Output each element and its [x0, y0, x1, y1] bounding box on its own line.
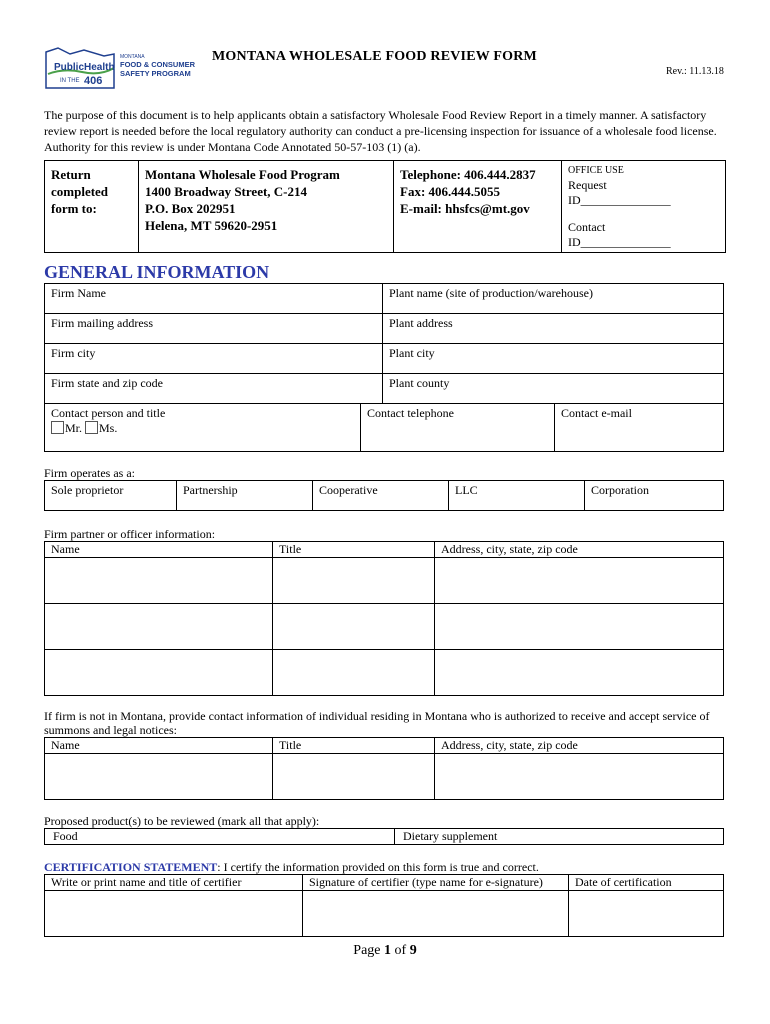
food-option[interactable]	[45, 829, 395, 845]
firm-mailing-label: Firm mailing address	[51, 316, 153, 330]
partner-address-header	[435, 542, 724, 558]
request-id-field[interactable]: ID_______________	[568, 193, 671, 207]
montana-state-icon	[44, 44, 204, 92]
agent-title-cell[interactable]	[273, 754, 435, 800]
office-use-cell	[562, 161, 726, 253]
page-total: 9	[409, 943, 417, 958]
contact-email-field[interactable]	[555, 404, 724, 452]
general-info-table	[44, 283, 724, 404]
firm-city-field[interactable]	[45, 344, 383, 374]
program-telephone: Telephone: 406.444.2837	[400, 167, 536, 182]
certification-date-cell[interactable]	[569, 891, 724, 937]
contact-telephone-field[interactable]	[361, 404, 555, 452]
page-current: 1	[384, 943, 392, 958]
page-number	[0, 943, 770, 959]
mr-label: Mr.	[65, 421, 83, 435]
address-line-3: P.O. Box 202951	[145, 201, 236, 216]
sole-proprietor-option[interactable]	[45, 481, 177, 511]
firm-mailing-field[interactable]	[45, 314, 383, 344]
plant-county-field[interactable]	[383, 374, 724, 404]
plant-address-label: Plant address	[389, 316, 453, 330]
agent-name-cell[interactable]	[45, 754, 273, 800]
ms-label: Ms.	[99, 421, 118, 435]
office-use-label: OFFICE USE	[568, 165, 624, 176]
products-label: Proposed product(s) to be reviewed (mark all that apply):	[44, 814, 320, 828]
contact-id-label: Contact	[568, 220, 606, 234]
return-address-cell	[139, 161, 394, 253]
partner-title-header	[273, 542, 435, 558]
col-label: Title	[279, 542, 302, 556]
col-label: Name	[51, 542, 80, 556]
certifier-signature-cell[interactable]	[303, 891, 569, 937]
agent-address-cell[interactable]	[435, 754, 724, 800]
return-label-cell	[45, 161, 139, 253]
certification-text: : I certify the information provided on this form is true and correct.	[217, 860, 539, 874]
certification-heading: CERTIFICATION STATEMENT	[44, 860, 218, 874]
partner-name-cell[interactable]	[45, 650, 273, 696]
option-label: Partnership	[183, 483, 238, 497]
dietary-label: Dietary supplement	[403, 829, 498, 843]
certifier-name-cell[interactable]	[45, 891, 303, 937]
agent-instructions: If firm is not in Montana, provide contact information of individual residing in Montana who is authorized to receive and accept service of summons and legal notices:	[44, 709, 710, 737]
firm-name-field[interactable]	[45, 284, 383, 314]
plant-name-label: Plant name (site of production/warehouse)	[389, 286, 593, 300]
firm-operates-label: Firm operates as a:	[44, 466, 135, 480]
partner-title-cell[interactable]	[273, 604, 435, 650]
return-label-3: form to:	[51, 201, 97, 216]
plant-name-field[interactable]	[383, 284, 724, 314]
return-info-table	[44, 160, 726, 253]
partner-officer-label: Firm partner or officer information:	[44, 527, 216, 541]
ms-checkbox[interactable]	[85, 421, 98, 434]
partner-officer-table	[44, 541, 724, 696]
option-label: Corporation	[591, 483, 649, 497]
col-label: Write or print name and title of certifier	[51, 875, 242, 889]
firm-city-label: Firm city	[51, 346, 96, 360]
logo-line3: 406	[84, 75, 103, 87]
certification-table	[44, 874, 724, 937]
agent-address-header	[435, 738, 724, 754]
firm-name-label: Firm Name	[51, 286, 106, 300]
partner-title-cell[interactable]	[273, 650, 435, 696]
address-line-4: Helena, MT 59620-2951	[145, 218, 278, 233]
agent-table	[44, 737, 724, 800]
return-label-1: Return	[51, 167, 91, 182]
contact-email-label: Contact e-mail	[561, 406, 632, 420]
purpose-paragraph: The purpose of this document is to help applicants obtain a satisfactory Wholesale Food Review Report in a timely manner. A satisfactory review report is needed before the local regulatory authority can conduct a pre-licensing inspection for issuance of a wholesale food license. Authority for this review is under Montana Code Annotated 50-57-103 (1) (a).	[44, 108, 717, 154]
partner-name-header	[45, 542, 273, 558]
certifier-name-header	[45, 875, 303, 891]
partner-title-cell[interactable]	[273, 558, 435, 604]
col-label: Address, city, state, zip code	[441, 542, 578, 556]
revision-date: Rev.: 11.13.18	[666, 66, 724, 77]
corporation-option[interactable]	[585, 481, 724, 511]
logo-line2: IN THE	[60, 78, 80, 84]
firm-state-zip-field[interactable]	[45, 374, 383, 404]
return-label-2: completed	[51, 184, 109, 199]
partner-address-cell[interactable]	[435, 604, 724, 650]
form-title: MONTANA WHOLESALE FOOD REVIEW FORM	[212, 49, 537, 64]
program-email: E-mail: hhsfcs@mt.gov	[400, 201, 530, 216]
agent-title-header	[273, 738, 435, 754]
option-label: Cooperative	[319, 483, 378, 497]
col-label: Signature of certifier (type name for e-signature)	[309, 875, 543, 889]
dietary-supplement-option[interactable]	[395, 829, 724, 845]
logo-program-1: FOOD & CONSUMER	[120, 60, 195, 69]
partner-name-cell[interactable]	[45, 558, 273, 604]
logo-line1: PublicHealth	[54, 62, 115, 73]
program-fax: Fax: 406.444.5055	[400, 184, 501, 199]
products-table	[44, 828, 724, 845]
request-id-label: Request	[568, 178, 607, 192]
col-label: Title	[279, 738, 302, 752]
certifier-signature-header	[303, 875, 569, 891]
certification-date-header	[569, 875, 724, 891]
option-label: LLC	[455, 483, 478, 497]
llc-option[interactable]	[449, 481, 585, 511]
partner-name-cell[interactable]	[45, 604, 273, 650]
return-contact-cell	[394, 161, 562, 253]
page-of: of	[391, 943, 410, 958]
mr-checkbox[interactable]	[51, 421, 64, 434]
col-label: Name	[51, 738, 80, 752]
contact-person-table	[44, 403, 724, 452]
program-logo	[44, 44, 204, 92]
partnership-option[interactable]	[177, 481, 313, 511]
logo-program-small: MONTANA	[120, 54, 145, 60]
contact-id-field[interactable]: ID_______________	[568, 235, 671, 249]
contact-person-field[interactable]	[45, 404, 361, 452]
cooperative-option[interactable]	[313, 481, 449, 511]
partner-address-cell[interactable]	[435, 558, 724, 604]
address-line-2: 1400 Broadway Street, C-214	[145, 184, 308, 199]
partner-address-cell[interactable]	[435, 650, 724, 696]
address-line-1: Montana Wholesale Food Program	[145, 167, 340, 182]
plant-address-field[interactable]	[383, 314, 724, 344]
food-label: Food	[53, 829, 78, 843]
agent-name-header	[45, 738, 273, 754]
contact-person-label: Contact person and title	[51, 406, 166, 420]
certification-statement	[44, 860, 539, 875]
col-label: Address, city, state, zip code	[441, 738, 578, 752]
logo-program-2: SAFETY PROGRAM	[120, 69, 191, 78]
plant-city-field[interactable]	[383, 344, 724, 374]
firm-state-zip-label: Firm state and zip code	[51, 376, 163, 390]
page-prefix: Page	[353, 943, 385, 958]
firm-type-table	[44, 480, 724, 511]
contact-telephone-label: Contact telephone	[367, 406, 454, 420]
option-label: Sole proprietor	[51, 483, 124, 497]
plant-county-label: Plant county	[389, 376, 450, 390]
plant-city-label: Plant city	[389, 346, 435, 360]
general-information-heading: GENERAL INFORMATION	[44, 262, 270, 282]
col-label: Date of certification	[575, 875, 672, 889]
